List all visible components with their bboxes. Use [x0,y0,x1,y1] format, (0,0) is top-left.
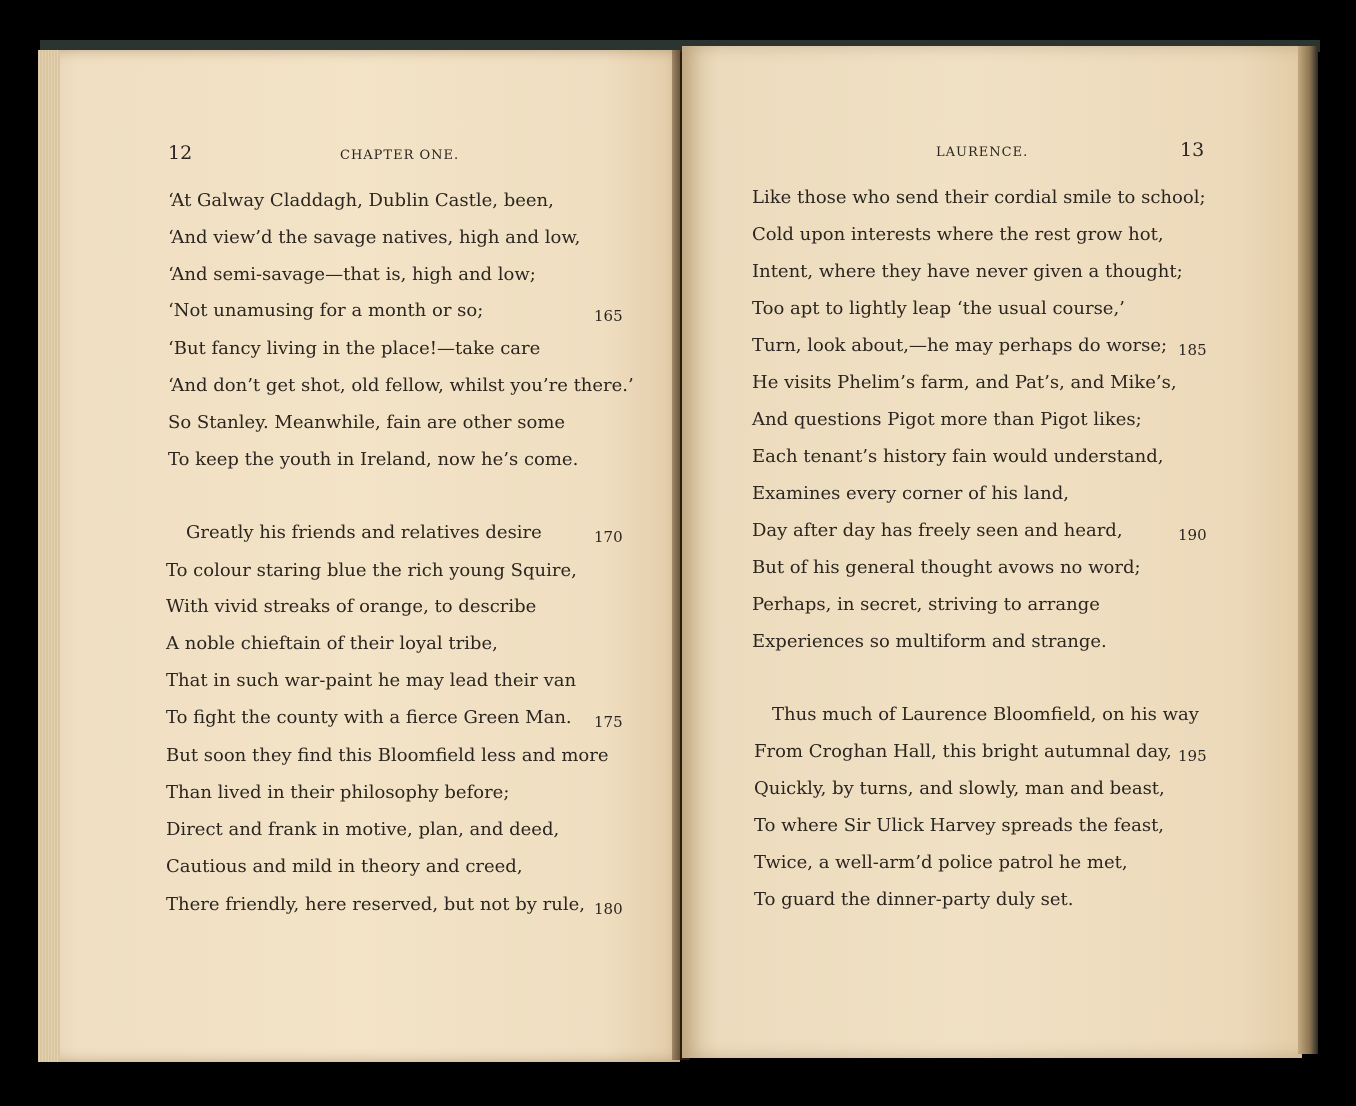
line-number: 195 [1178,747,1207,765]
page-number-right: 13 [1180,139,1205,161]
verse-line: That in such war-paint he may lead their van [166,670,577,691]
verse-line: Than lived in their philosophy before; [166,782,510,803]
running-head-right: LAURENCE. [936,145,1029,160]
verse-line: Turn, look about,—he may perhaps do worse; [752,335,1168,356]
verse-line: Intent, where they have never given a thought; [752,261,1183,282]
verse-line: To fight the county with a fierce Green Man. [166,707,572,728]
verse-line: ‘And don’t get shot, old fellow, whilst you’re there.’ [168,375,634,396]
verse-line: Twice, a well-arm’d police patrol he met, [754,852,1128,873]
verse-line: Thus much of Laurence Bloomfield, on his way [772,704,1199,725]
verse-line: Each tenant’s history fain would understand, [752,446,1164,467]
verse-line: Day after day has freely seen and heard, [752,520,1123,541]
line-number: 165 [594,307,623,325]
verse-line: A noble chieftain of their loyal tribe, [166,633,498,654]
verse-line: From Croghan Hall, this bright autumnal day, [754,741,1172,762]
verse-line: To colour staring blue the rich young Squire, [166,560,577,581]
verse-line: There friendly, here reserved, but not by rule, [166,894,585,915]
line-number: 190 [1178,526,1207,544]
verse-line: Greatly his friends and relatives desire [186,522,542,543]
verse-line: To keep the youth in Ireland, now he’s come. [168,449,579,470]
verse-line: To guard the dinner-party duly set. [754,889,1074,910]
verse-line: Too apt to lightly leap ‘the usual course,’ [752,298,1125,319]
verse-line: ‘But fancy living in the place!—take care [168,338,541,359]
verse-line: And questions Pigot more than Pigot likes; [752,409,1142,430]
verse-line: Cautious and mild in theory and creed, [166,856,523,877]
verse-line: ‘And semi-savage—that is, high and low; [168,264,536,285]
page-number-left: 12 [168,142,193,164]
verse-line: He visits Phelim’s farm, and Pat’s, and Mike’s, [752,372,1177,393]
line-number: 180 [594,900,623,918]
verse-line: Like those who send their cordial smile to school; [752,187,1206,208]
verse-line: With vivid streaks of orange, to describe [166,596,537,617]
left-page [40,50,680,1062]
right-page [682,46,1302,1058]
verse-line: But of his general thought avows no word; [752,557,1141,578]
verse-line: ‘And view’d the savage natives, high and low, [168,227,581,248]
running-head-left: CHAPTER ONE. [340,148,460,163]
verse-line: But soon they find this Bloomfield less and more [166,745,609,766]
verse-line: So Stanley. Meanwhile, fain are other some [168,412,566,433]
line-number: 175 [594,713,623,731]
line-number: 185 [1178,341,1207,359]
verse-line: Quickly, by turns, and slowly, man and beast, [754,778,1165,799]
verse-line: ‘Not unamusing for a month or so; [168,300,484,321]
verse-line: To where Sir Ulick Harvey spreads the feast, [754,815,1165,836]
verse-line: Cold upon interests where the rest grow hot, [752,224,1164,245]
page-block-edge [1298,46,1318,1054]
verse-line: Perhaps, in secret, striving to arrange [752,594,1100,615]
verse-line: ‘At Galway Claddagh, Dublin Castle, been, [168,190,554,211]
verse-line: Experiences so multiform and strange. [752,631,1107,652]
verse-line: Direct and frank in motive, plan, and deed, [166,819,560,840]
line-number: 170 [594,528,623,546]
verse-line: Examines every corner of his land, [752,483,1069,504]
